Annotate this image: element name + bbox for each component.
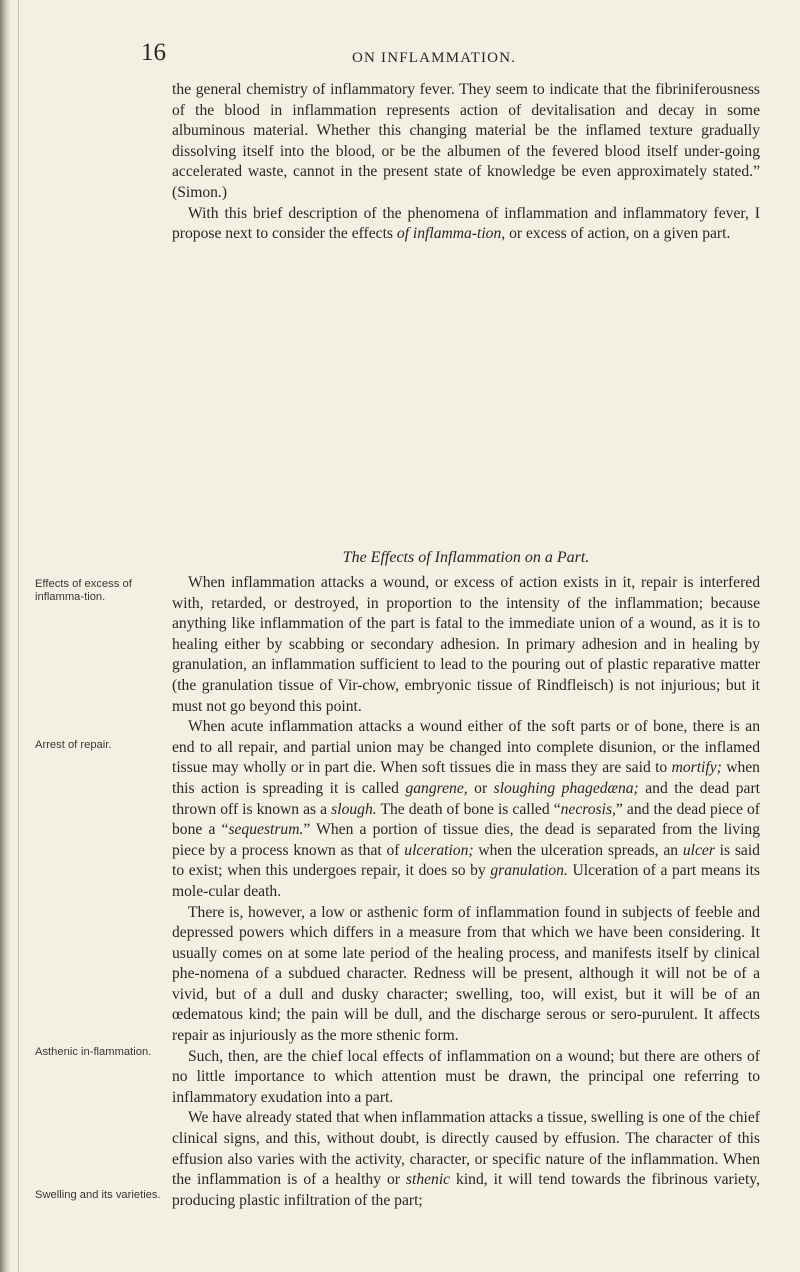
term-mortify: mortify; (671, 759, 722, 777)
paragraph-effects: When inflammation attacks a wound, or excess of action exists in it, repair is interfered with, retarded, or destroyed, in proportion to the intensity of the inflammation; because anything like inflammation of the part is fatal to the immediate union of a wound, as it is to healing either by scabbing or secondary adhesion. In primary adhesion and in healing by granulation, an inflammation sufficient to lead to the pouring out of plastic reparative matter (the granulation tissue of Vir-chow, embryonic tissue of Rindfleisch) is not injurious; but it must not go beyond this point. (172, 574, 760, 715)
paragraph-text: and the dead part thrown off is known as a (172, 779, 760, 818)
paragraph-transition (172, 204, 760, 245)
section-heading: The Effects of Inflammation on a Part. (342, 549, 590, 566)
paragraph-text: or (467, 779, 494, 797)
paragraph-asthenic: There is, however, a low or asthenic form of inflammation found in subjects of feeble and depressed powers which differs in a measure from that which we have been considering. It usually comes on at some late period of the healing process, and manifests itself by clinical phe-nomena of a subdued character. Redness will be present, although it will not be of a vivid, but of a dull and dusky character; swelling, too, will exist, but it will be of an œdematous kind; the pain will be dull, and the discharge serous or sero-purulent. It affects repair as injuriously as the more sthenic form. (172, 903, 760, 1045)
term-sloughing: sloughing phagedæna; (493, 779, 639, 797)
term-ulcer: ulcer (682, 841, 715, 859)
paragraph-text: is said to exist; when this undergoes repair, it does so by (172, 841, 760, 880)
paragraph-text: kind, it will tend towards the fibrinous variety, producing plastic infiltration of the part; (172, 1171, 760, 1209)
term-sthenic: sthenic (405, 1171, 451, 1189)
paragraph-text: ” When a portion of tissue dies, the dead is separated from the living piece by a process known as that of (172, 821, 761, 859)
paragraph-text: We have already stated that when inflammation attacks a tissue, swelling is one of the chief clinical signs, and this, without doubt, is directly caused by effusion. The character of this effusion also varies with the activity, character, or specific nature of the inflammation. When the inflammation is of a healthy or (172, 1109, 760, 1189)
term-necrosis: necrosis, (560, 800, 616, 818)
margin-note-arrest: Arrest of repair. (35, 739, 112, 751)
binding-edge-line (18, 0, 19, 1272)
paragraph-text: When acute inflammation attacks a wound either of the soft parts or of bone, there is an end to all repair, and partial union may be changed into complete disunion, or the inflamed tissue may wholly or in part die. When soft tissues die in mass they are said to (172, 718, 760, 777)
paragraph-summary: Such, then, are the chief local effects of inflammation on a wound; but there are others of no little importance to which attention must be drawn, the principal one referring to inflammatory exudation into a part. (172, 1047, 760, 1106)
text-block-main (172, 573, 760, 1211)
term-ulceration: ulceration; (404, 841, 474, 859)
paragraph-text: Ulceration of a part means its mole-cular death. (172, 862, 760, 900)
emphasis-text: of inflamma-tion, (396, 225, 506, 243)
running-head: ON INFLAMMATION. (352, 50, 517, 66)
margin-note-effects: Effects of excess of inflamma-tion. (35, 578, 132, 603)
paragraph-text: or excess of action, on a given part. (505, 225, 731, 243)
paragraph-text: when this action is spreading it is called (172, 759, 760, 797)
binding-gutter (0, 0, 10, 1272)
paragraph-continued: the general chemistry of inflammatory fever. They seem to indicate that the fibriniferousness of the blood in inflammation represents action of devitalisation and decay in some albuminous material. Whether this changing material be the inflamed texture gradually dissolving itself into the blood, or be the albumen of the fevered blood itself under-going accelerated waste, cannot in the present state of knowledge be even approximately stated.” (Simon.) (172, 81, 760, 201)
paragraph-swelling (172, 1108, 760, 1211)
paragraph-text: The death of bone is called “ (376, 800, 561, 818)
margin-note-swelling: Swelling and its varieties. (35, 1189, 161, 1201)
margin-note-asthenic: Asthenic in-flammation. (35, 1046, 152, 1058)
term-slough: slough. (331, 800, 377, 818)
term-sequestrum: sequestrum. (228, 821, 304, 839)
paragraph-text: when the ulceration spreads, an (473, 841, 683, 859)
term-granulation: granulation. (490, 862, 568, 880)
page-number: 16 (141, 39, 166, 66)
text-block-top (172, 80, 760, 245)
paragraph-text: ” and the dead piece of bone a “ (172, 800, 760, 839)
term-gangrene: gangrene, (405, 779, 468, 797)
paragraph-text: With this brief description of the phenomena of inflammation and inflammatory fever, I propose next to consider the effects (172, 204, 760, 243)
paragraph-arrest (172, 717, 760, 902)
